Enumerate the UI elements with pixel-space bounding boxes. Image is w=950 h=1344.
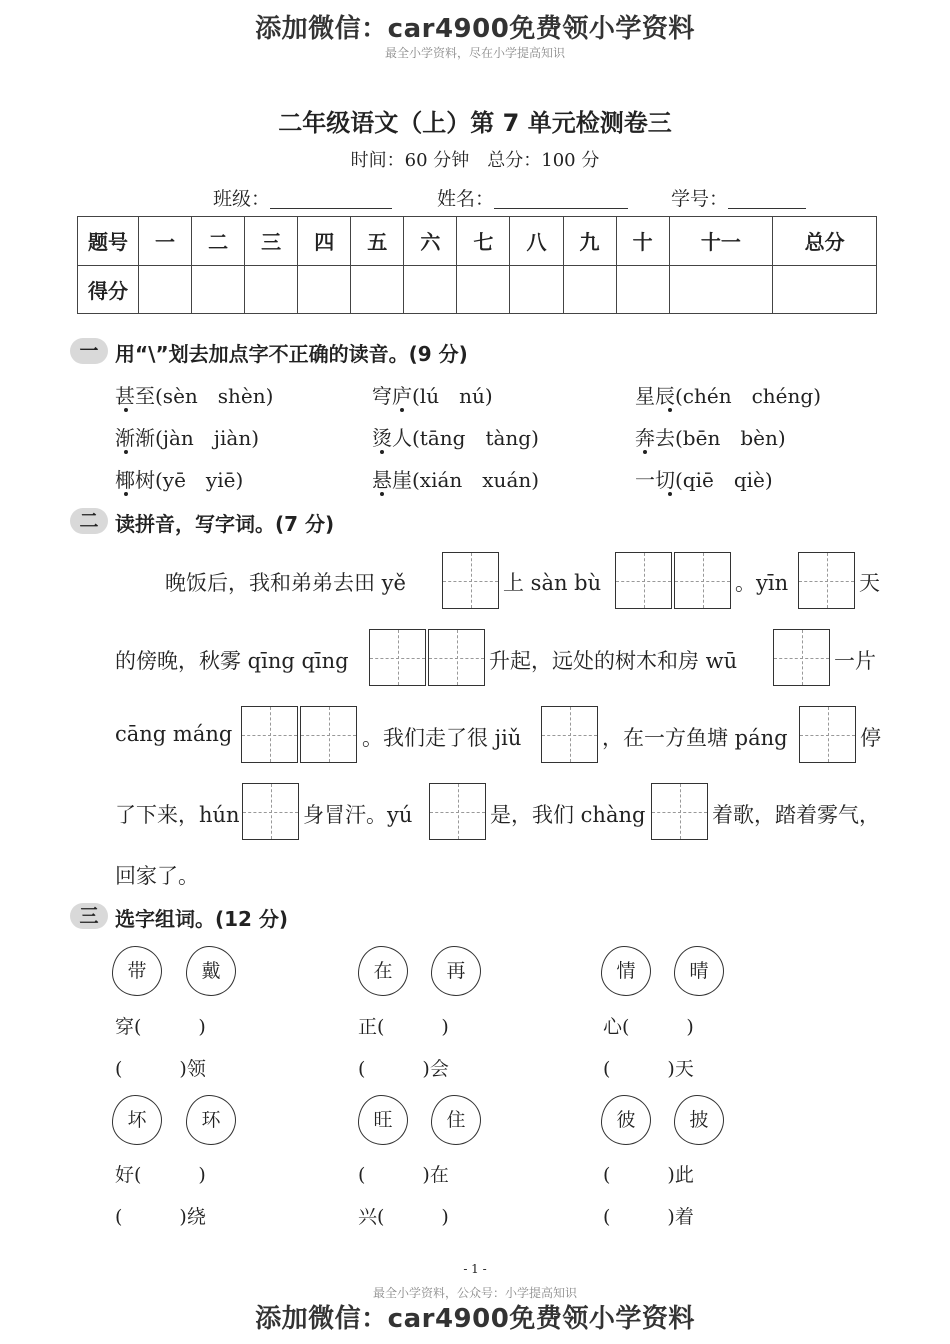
name-field [437, 184, 628, 211]
score-table-header-row [78, 217, 877, 266]
q1-item: 穹庐(lú nú) [372, 384, 493, 408]
score-table [77, 216, 877, 314]
character-flower: 住 [431, 1095, 481, 1145]
table-cell: 七 [457, 217, 510, 266]
character-flower: 披 [674, 1095, 724, 1145]
q2-text: 着歌，踏着雾气， [712, 803, 880, 827]
watermark-bottom: 添加微信：car4900免费领小学资料 [255, 1304, 695, 1334]
emphasis-dot [124, 450, 128, 454]
character-flower: 坏 [112, 1095, 162, 1145]
student-id-field [671, 184, 806, 211]
character-flower: 再 [431, 946, 481, 996]
writing-box[interactable] [369, 629, 426, 686]
emphasis-dot [400, 408, 404, 412]
name-label: 姓名： [437, 188, 495, 210]
q2-text: 天 [859, 571, 880, 595]
score-cell[interactable] [139, 265, 192, 314]
character-flower: 带 [112, 946, 162, 996]
table-cell: 八 [510, 217, 563, 266]
section-1-title: 用“\”划去加点字不正确的读音。(9 分) [115, 342, 468, 366]
score-cell[interactable] [457, 265, 510, 314]
class-blank[interactable] [270, 188, 392, 209]
q2-text: 了下来，hún [115, 803, 240, 827]
page-title: 二年级语文（上）第 7 单元检测卷三 [278, 109, 672, 137]
q2-text: 一片 [834, 649, 876, 673]
score-cell[interactable] [669, 265, 773, 314]
writing-box[interactable] [428, 629, 485, 686]
character-flower: 旺 [358, 1095, 408, 1145]
q2-text: 。我们走了很 jiǔ [362, 726, 522, 750]
table-cell: 一 [139, 217, 192, 266]
fill-blank-item[interactable]: 好( ) [115, 1164, 206, 1186]
emphasis-dot [380, 492, 384, 496]
q2-text: 的傍晚，秋雾 qīng qīng [115, 649, 349, 673]
q2-text: 上 sàn bù [503, 571, 602, 595]
table-cell: 十一 [669, 217, 773, 266]
q2-text: 。yīn [735, 571, 789, 595]
class-field [213, 184, 392, 211]
writing-box[interactable] [242, 783, 299, 840]
fill-blank-item[interactable]: 穿( ) [115, 1016, 206, 1038]
score-cell[interactable] [192, 265, 245, 314]
q1-item: 烫人(tāng tàng) [372, 426, 539, 450]
q1-item: 星辰(chén chéng) [635, 384, 822, 408]
writing-box[interactable] [241, 706, 298, 763]
fill-blank-item[interactable]: 兴( ) [358, 1206, 449, 1228]
score-cell[interactable] [351, 265, 404, 314]
page-number: - 1 - [463, 1262, 487, 1276]
section-2-title: 读拼音，写字词。(7 分) [115, 512, 335, 536]
q2-text: ，在一方鱼塘 páng [602, 726, 788, 750]
emphasis-dot [124, 408, 128, 412]
q1-item: 奔去(bēn bèn) [635, 426, 786, 450]
writing-box[interactable] [799, 706, 856, 763]
name-blank[interactable] [494, 188, 628, 209]
fill-blank-item[interactable]: ( )绕 [115, 1206, 206, 1228]
q1-item: 椰树(yē yiē) [115, 468, 244, 492]
q1-item: 一切(qiē qiè) [635, 468, 773, 492]
emphasis-dot [668, 492, 672, 496]
writing-box[interactable] [773, 629, 830, 686]
q2-text: cāng máng [115, 722, 233, 746]
section-2-number: 二 [70, 508, 108, 534]
q1-item: 渐渐(jàn jiàn) [115, 426, 260, 450]
fill-blank-item[interactable]: ( )天 [603, 1058, 694, 1080]
writing-box[interactable] [674, 552, 731, 609]
emphasis-dot [380, 450, 384, 454]
writing-box[interactable] [798, 552, 855, 609]
fill-blank-item[interactable]: ( )在 [358, 1164, 449, 1186]
writing-box[interactable] [615, 552, 672, 609]
faint-header-text: 最全小学资料，尽在小学提高知识 [384, 46, 565, 60]
q2-text: 晚饭后，我和弟弟去田 yě [165, 571, 406, 595]
section-1-number: 一 [70, 338, 108, 364]
table-cell: 三 [245, 217, 298, 266]
score-cell[interactable] [510, 265, 563, 314]
faint-footer-text: 最全小学资料，公众号：小学提高知识 [372, 1286, 577, 1300]
fill-blank-item[interactable]: 正( ) [358, 1016, 449, 1038]
score-cell[interactable] [298, 265, 351, 314]
score-cell[interactable] [404, 265, 457, 314]
character-flower: 情 [601, 946, 651, 996]
fill-blank-item[interactable]: ( )着 [603, 1206, 694, 1228]
writing-box[interactable] [442, 552, 499, 609]
score-cell[interactable] [245, 265, 298, 314]
score-table-score-row [78, 265, 877, 314]
section-3-title: 选字组词。(12 分) [115, 907, 289, 931]
character-flower: 晴 [674, 946, 724, 996]
q2-text: 停 [860, 726, 881, 750]
score-cell[interactable] [616, 265, 669, 314]
exam-subtitle: 时间：60 分钟 总分：100 分 [350, 150, 600, 171]
class-label: 班级： [213, 188, 271, 210]
writing-box[interactable] [429, 783, 486, 840]
writing-box[interactable] [651, 783, 708, 840]
table-cell: 题号 [78, 217, 139, 266]
character-flower: 在 [358, 946, 408, 996]
fill-blank-item[interactable]: 心( ) [603, 1016, 694, 1038]
fill-blank-item[interactable]: ( )此 [603, 1164, 694, 1186]
score-cell[interactable] [773, 265, 877, 314]
q2-text: 身冒汗。yú [303, 803, 413, 827]
emphasis-dot [643, 450, 647, 454]
emphasis-dot [124, 492, 128, 496]
table-cell: 六 [404, 217, 457, 266]
writing-box[interactable] [541, 706, 598, 763]
emphasis-dot [668, 408, 672, 412]
character-flower: 环 [186, 1095, 236, 1145]
q1-item: 悬崖(xián xuán) [372, 468, 540, 492]
q2-text: 是，我们 chàng [490, 803, 646, 827]
table-cell: 二 [192, 217, 245, 266]
fill-blank-item[interactable]: ( )领 [115, 1058, 206, 1080]
q2-text: 回家了。 [115, 864, 199, 888]
q2-text: 升起，远处的树木和房 wū [489, 649, 738, 673]
score-cell[interactable] [563, 265, 616, 314]
student-id-label: 学号： [671, 188, 729, 210]
writing-box[interactable] [300, 706, 357, 763]
watermark-top: 添加微信：car4900免费领小学资料 [255, 14, 695, 44]
table-cell: 四 [298, 217, 351, 266]
q1-item: 甚至(sèn shèn) [115, 384, 274, 408]
student-id-blank[interactable] [728, 188, 806, 209]
character-flower: 彼 [601, 1095, 651, 1145]
table-cell: 总分 [773, 217, 877, 266]
section-3-number: 三 [70, 903, 108, 929]
character-flower: 戴 [186, 946, 236, 996]
table-cell: 五 [351, 217, 404, 266]
table-cell: 得分 [78, 265, 139, 314]
table-cell: 九 [563, 217, 616, 266]
table-cell: 十 [616, 217, 669, 266]
fill-blank-item[interactable]: ( )会 [358, 1058, 449, 1080]
